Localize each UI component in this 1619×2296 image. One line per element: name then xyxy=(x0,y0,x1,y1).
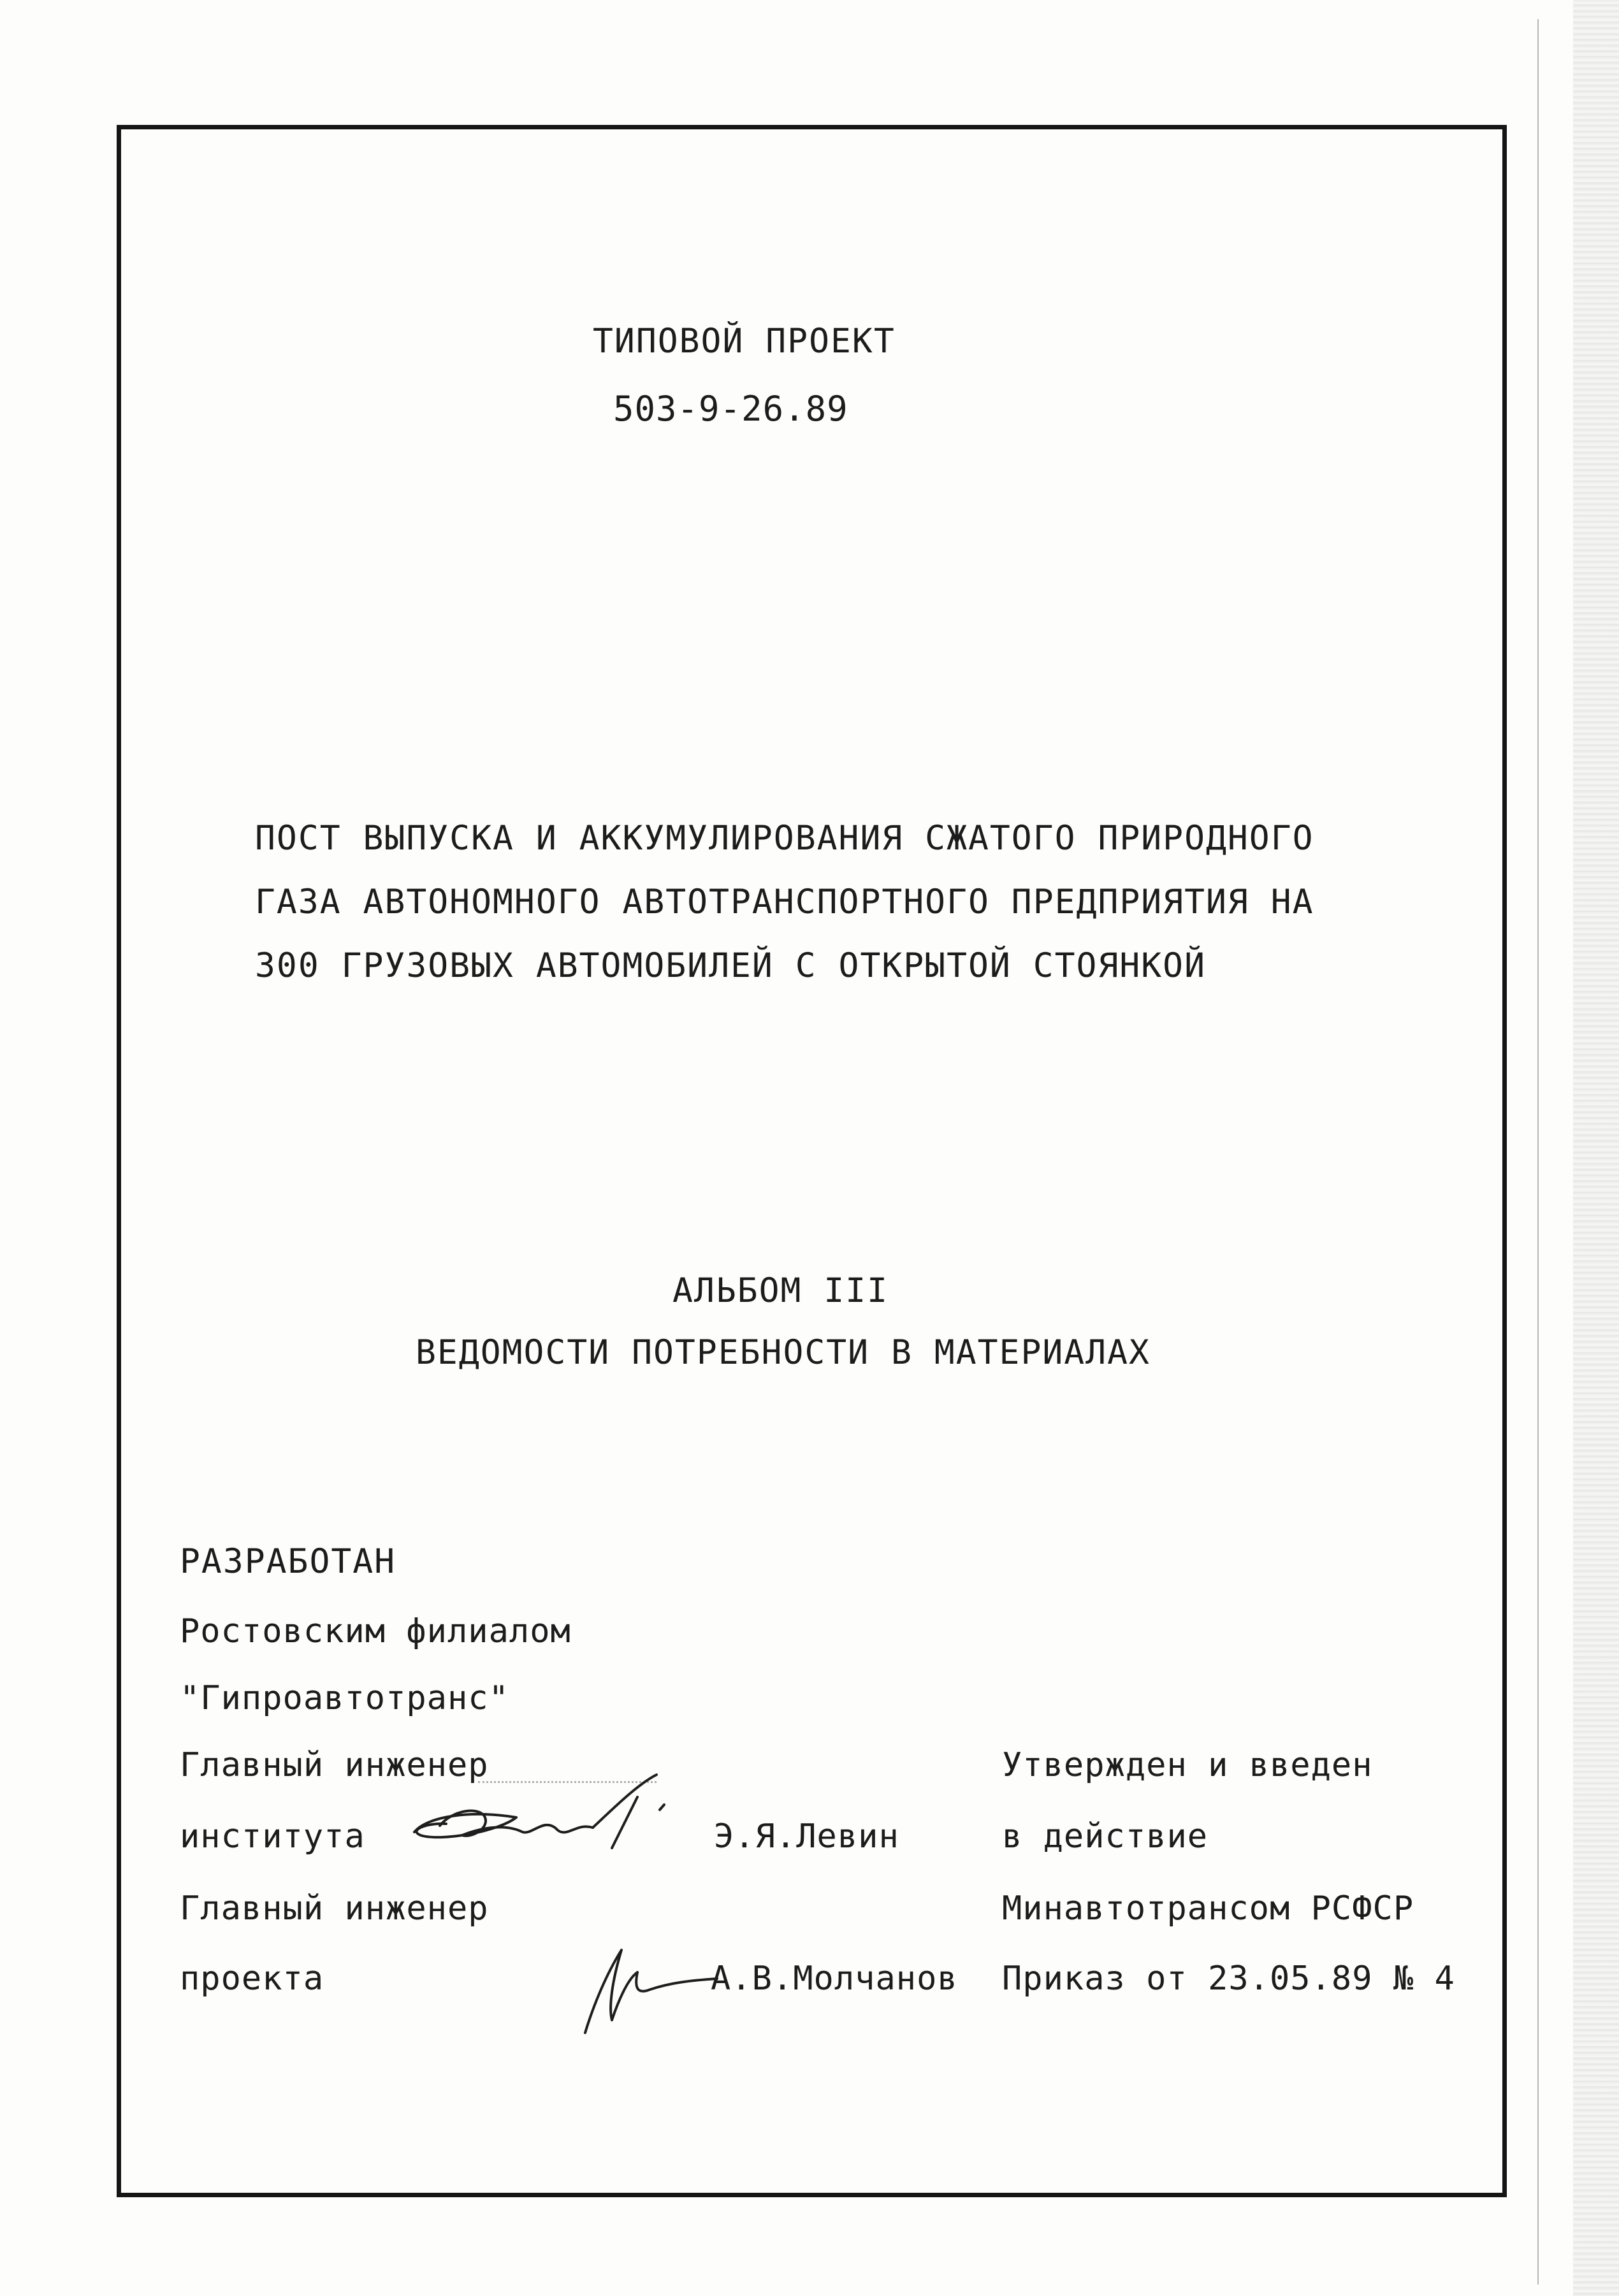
chief-engineer-project-name: А.В.Молчанов xyxy=(711,1960,958,1998)
title-line-2: ГАЗА АВТОНОМНОГО АВТОТРАНСПОРТНОГО ПРЕДПРИЯТИЯ НА xyxy=(255,883,1314,921)
signature-levin xyxy=(402,1772,682,1874)
approval-line-3: Минавтотрансом РСФСР xyxy=(1002,1889,1414,1928)
project-code: 503-9-26.89 xyxy=(613,389,848,429)
header-type-project: ТИПОВОЙ ПРОЕКТ xyxy=(593,322,896,361)
chief-engineer-institute-label: института xyxy=(180,1817,365,1856)
title-line-3: 300 ГРУЗОВЫХ АВТОМОБИЛЕЙ С ОТКРЫТОЙ СТОЯНКОЙ xyxy=(255,946,1206,985)
album-number: АЛЬБОМ III xyxy=(672,1271,889,1310)
page-edge-line xyxy=(1537,19,1539,2285)
developer-org-line-2: "Гипроавтотранс" xyxy=(180,1679,509,1717)
approval-line-1: Утвержден и введен xyxy=(1002,1746,1373,1784)
developer-label: РАЗРАБОТАН xyxy=(180,1542,396,1581)
chief-engineer-institute-name: Э.Я.Левин xyxy=(714,1817,899,1856)
chief-engineer-project-title: Главный инженер xyxy=(180,1889,489,1928)
title-line-1: ПОСТ ВЫПУСКА И АККУМУЛИРОВАНИЯ СЖАТОГО ПРИРОДНОГО xyxy=(255,819,1314,858)
album-name: ВЕДОМОСТИ ПОТРЕБНОСТИ В МАТЕРИАЛАХ xyxy=(416,1333,1151,1372)
scanned-page-edge xyxy=(1573,0,1619,2296)
document-frame xyxy=(117,125,1507,2197)
chief-engineer-project-label: проекта xyxy=(180,1960,324,1998)
approval-line-2: в действие xyxy=(1002,1817,1209,1856)
developer-org-line-1: Ростовским филиалом xyxy=(180,1612,571,1650)
approval-order: Приказ от 23.05.89 № 4 xyxy=(1002,1960,1455,1998)
signature-molchanov xyxy=(574,1931,720,2039)
chief-engineer-institute-title: Главный инженер xyxy=(180,1746,489,1784)
